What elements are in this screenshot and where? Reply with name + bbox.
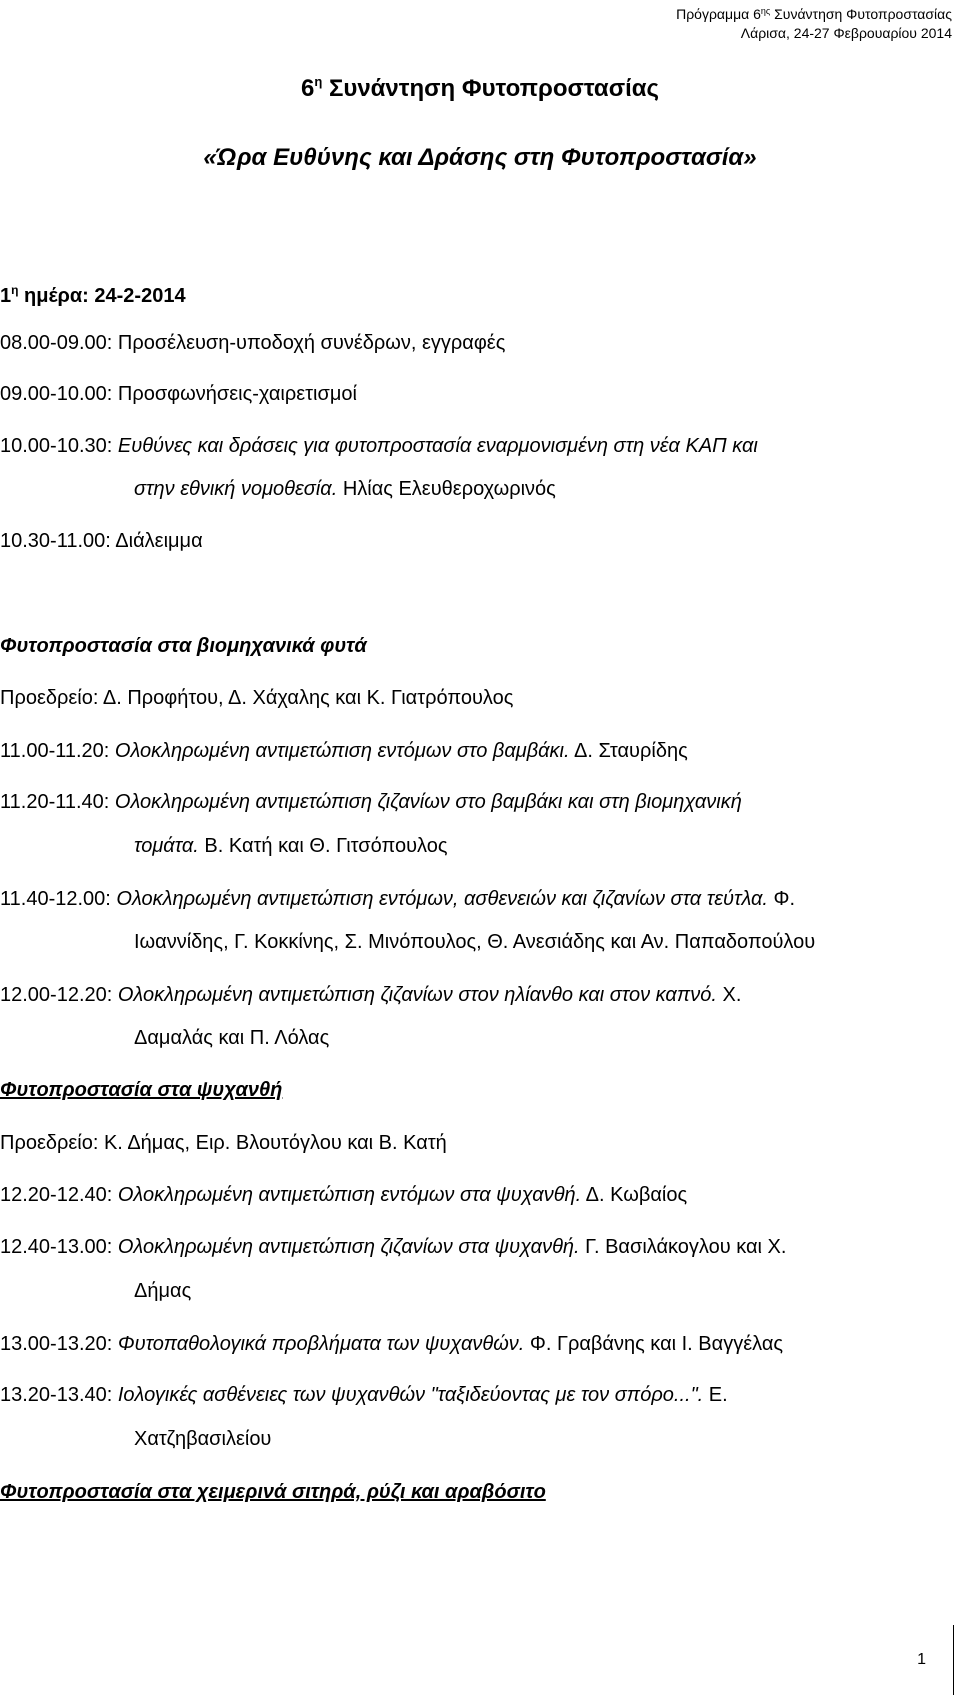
talk: 13.20-13.40: Ιολογικές ασθένειες των ψυχανθών "ταξιδεύοντας με τον σπόρο...". Ε.: [0, 1384, 728, 1406]
talk-continuation: Χατζηβασιλείου: [134, 1428, 272, 1450]
header-line-2: Λάρισα, 24-27 Φεβρουαρίου 2014: [740, 25, 952, 41]
talk-continuation: Ιωαννίδης, Γ. Κοκκίνης, Σ. Μινόπουλος, Θ. Ανεσιάδης και Αν. Παπαδοπούλου: [134, 931, 816, 953]
talk-continuation: Δαμαλάς και Π. Λόλας: [134, 1027, 330, 1049]
talk-continuation: τομάτα. Β. Κατή και Θ. Γιτσόπουλος: [134, 835, 448, 857]
chairs: Προεδρείο: Κ. Δήμας, Ειρ. Βλουτόγλου και Β. Κατή: [0, 1132, 447, 1154]
talk: 12.40-13.00: Ολοκληρωμένη αντιμετώπιση ζιζανίων στα ψυχανθή. Γ. Βασιλάκογλου και Χ.: [0, 1236, 787, 1258]
talk: 11.00-11.20: Ολοκληρωμένη αντιμετώπιση εντόμων στο βαμβάκι. Δ. Σταυρίδης: [0, 740, 688, 762]
section-heading: Φυτοπροστασία στα ψυχανθή: [0, 1079, 283, 1101]
page-subtitle: «Ώρα Ευθύνης και Δράσης στη Φυτοπροστασία»: [203, 144, 757, 171]
talk: 13.00-13.20: Φυτοπαθολογικά προβλήματα των ψυχανθών. Φ. Γραβάνης και Ι. Βαγγέλας: [0, 1333, 784, 1355]
talk: 12.00-12.20: Ολοκληρωμένη αντιμετώπιση ζιζανίων στον ηλίανθο και στον καπνό. Χ.: [0, 984, 742, 1006]
header-line-1: Πρόγραμμα $6^{\eta\varsigma}$ Συνάντηση Φυτοπροστασίας: [676, 6, 952, 22]
page-title: $6^\eta$ Συνάντηση Φυτοπροστασίας: [300, 74, 660, 102]
schedule-item: 10.30-11.00: Διάλειμμα: [0, 530, 203, 552]
schedule-item-continuation: στην εθνική νομοθεσία. Ηλίας Ελευθεροχωρινός: [134, 478, 556, 500]
talk: 12.20-12.40: Ολοκληρωμένη αντιμετώπιση εντόμων στα ψυχανθή. Δ. Κωβαίος: [0, 1184, 688, 1206]
section-heading: Φυτοπροστασία στα χειμερινά σιτηρά, ρύζι και αραβόσιτο: [0, 1481, 546, 1503]
page-number: 1: [917, 1651, 926, 1668]
day-heading: $1^\eta$ ημέρα: 24-2-2014: [0, 283, 186, 307]
schedule-item: 09.00-10.00: Προσφωνήσεις-χαιρετισμοί: [0, 383, 357, 405]
section-heading: Φυτοπροστασία στα βιομηχανικά φυτά: [0, 635, 367, 657]
schedule-item: 10.00-10.30: Ευθύνες και δράσεις για φυτοπροστασία εναρμονισμένη στη νέα ΚΑΠ και: [0, 435, 758, 457]
margin-rule: [953, 1625, 954, 1695]
talk-continuation: Δήμας: [134, 1280, 192, 1302]
schedule-item: 08.00-09.00: Προσέλευση-υποδοχή συνέδρων, εγγραφές: [0, 332, 506, 354]
running-header: [676, 2, 952, 43]
talk: 11.40-12.00: Ολοκληρωμένη αντιμετώπιση εντόμων, ασθενειών και ζιζανίων στα τεύτλα. Φ.: [0, 888, 796, 910]
chairs: Προεδρείο: Δ. Προφήτου, Δ. Χάχαλης και Κ. Γιατρόπουλος: [0, 687, 514, 709]
talk: 11.20-11.40: Ολοκληρωμένη αντιμετώπιση ζιζανίων στο βαμβάκι και στη βιομηχανική: [0, 791, 742, 813]
